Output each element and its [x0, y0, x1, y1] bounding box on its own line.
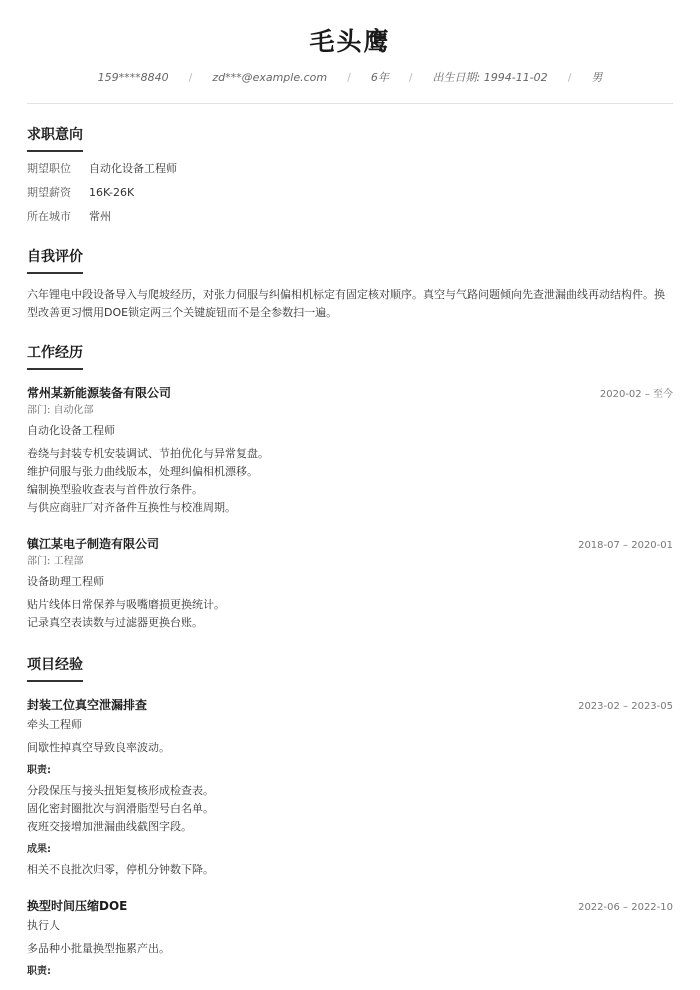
job-role: 自动化设备工程师	[27, 424, 115, 437]
project-name: 换型时间压缩DOE	[27, 899, 128, 913]
section-title: 自我评价	[27, 248, 83, 274]
email[interactable]: zd***@example.com	[212, 70, 328, 84]
job-role: 设备助理工程师	[27, 575, 104, 588]
duty-list	[27, 782, 673, 836]
section-title: 工作经历	[27, 344, 83, 370]
section-intention	[27, 124, 673, 224]
birth-date: 出生日期: 1994-11-02	[432, 71, 548, 84]
list-item: 维护伺服与张力曲线版本，处理纠偏相机漂移。	[27, 465, 258, 478]
duty-label: 职责:	[27, 966, 51, 977]
intention-row	[27, 186, 673, 200]
section-projects	[27, 654, 673, 980]
list-item: 固化密封圈批次与润滑脂型号白名单。	[27, 802, 214, 815]
self-eval-text: 六年锂电中段设备导入与爬坡经历，对张力伺服与纠偏相机标定有固定核对顺序。真空与气路问题倾向先查泄漏曲线再动结构件。换型改善更习惯用DOE锁定两三个关键旋钮而不是全参数扫一遍。	[27, 288, 665, 319]
department: 部门: 自动化部	[27, 405, 94, 416]
phone: 159****8840	[97, 70, 169, 84]
header-divider	[27, 103, 673, 104]
project-entry	[27, 897, 673, 980]
entry-header	[27, 696, 673, 712]
project-entry	[27, 696, 673, 879]
list-item: 与供应商驻厂对齐备件互换性与校准周期。	[27, 501, 236, 514]
company-name: 常州某新能源装备有限公司	[27, 386, 172, 400]
project-role: 牵头工程师	[27, 718, 82, 731]
section-title: 求职意向	[27, 126, 83, 152]
years-experience: 6年	[370, 71, 389, 84]
contact-bar	[27, 69, 673, 85]
list-item: 间歇性掉真空导致良率波动。	[27, 741, 170, 754]
row-label: 期望薪资	[27, 186, 71, 199]
list-item: 多品种小批量换型拖累产出。	[27, 942, 170, 955]
candidate-name: 毛头鹰	[309, 27, 391, 56]
list-item: 卷绕与封装专机安装调试、节拍优化与异常复盘。	[27, 447, 269, 460]
bullet-list	[27, 596, 673, 632]
intention-row	[27, 210, 673, 224]
project-name: 封装工位真空泄漏排查	[27, 698, 148, 712]
entry-header	[27, 384, 673, 400]
project-role: 执行人	[27, 919, 60, 932]
bullet-list	[27, 445, 673, 517]
list-item: 相关不良批次归零，停机分钟数下降。	[27, 863, 214, 876]
entry-date: 2018-07 – 2020-01	[578, 540, 673, 551]
section-title: 项目经验	[27, 656, 83, 682]
entry-date: 2023-02 – 2023-05	[578, 701, 673, 712]
separator: /	[567, 70, 572, 84]
department: 部门: 工程部	[27, 556, 84, 567]
list-item: 记录真空表读数与过滤器更换台账。	[27, 616, 203, 629]
row-value: 自动化设备工程师	[89, 162, 177, 175]
entry-header	[27, 897, 673, 913]
row-label: 期望职位	[27, 162, 71, 175]
separator: /	[188, 70, 193, 84]
list-item: 夜班交接增加泄漏曲线截图字段。	[27, 820, 192, 833]
company-name: 镇江某电子制造有限公司	[27, 537, 160, 551]
row-value: 常州	[89, 210, 111, 223]
list-item: 分段保压与接头扭矩复核形成检查表。	[27, 784, 214, 797]
entry-date: 2022-06 – 2022-10	[578, 902, 673, 913]
work-entry	[27, 535, 673, 632]
result-list	[27, 861, 673, 879]
project-desc	[27, 940, 673, 958]
row-label: 所在城市	[27, 210, 71, 223]
gender: 男	[591, 71, 603, 84]
duty-label: 职责:	[27, 765, 51, 776]
section-work	[27, 342, 673, 632]
separator: /	[347, 70, 351, 84]
entry-header	[27, 535, 673, 551]
result-label: 成果:	[27, 844, 51, 855]
separator: /	[408, 70, 413, 84]
row-value: 16K-26K	[89, 186, 135, 199]
section-self-eval	[27, 246, 673, 322]
work-entry	[27, 384, 673, 517]
project-desc	[27, 739, 673, 757]
intention-row	[27, 162, 673, 176]
entry-date: 2020-02 – 至今	[599, 389, 673, 400]
list-item: 编制换型验收查表与首件放行条件。	[27, 483, 203, 496]
list-item: 贴片线体日常保养与吸嘴磨损更换统计。	[27, 598, 225, 611]
